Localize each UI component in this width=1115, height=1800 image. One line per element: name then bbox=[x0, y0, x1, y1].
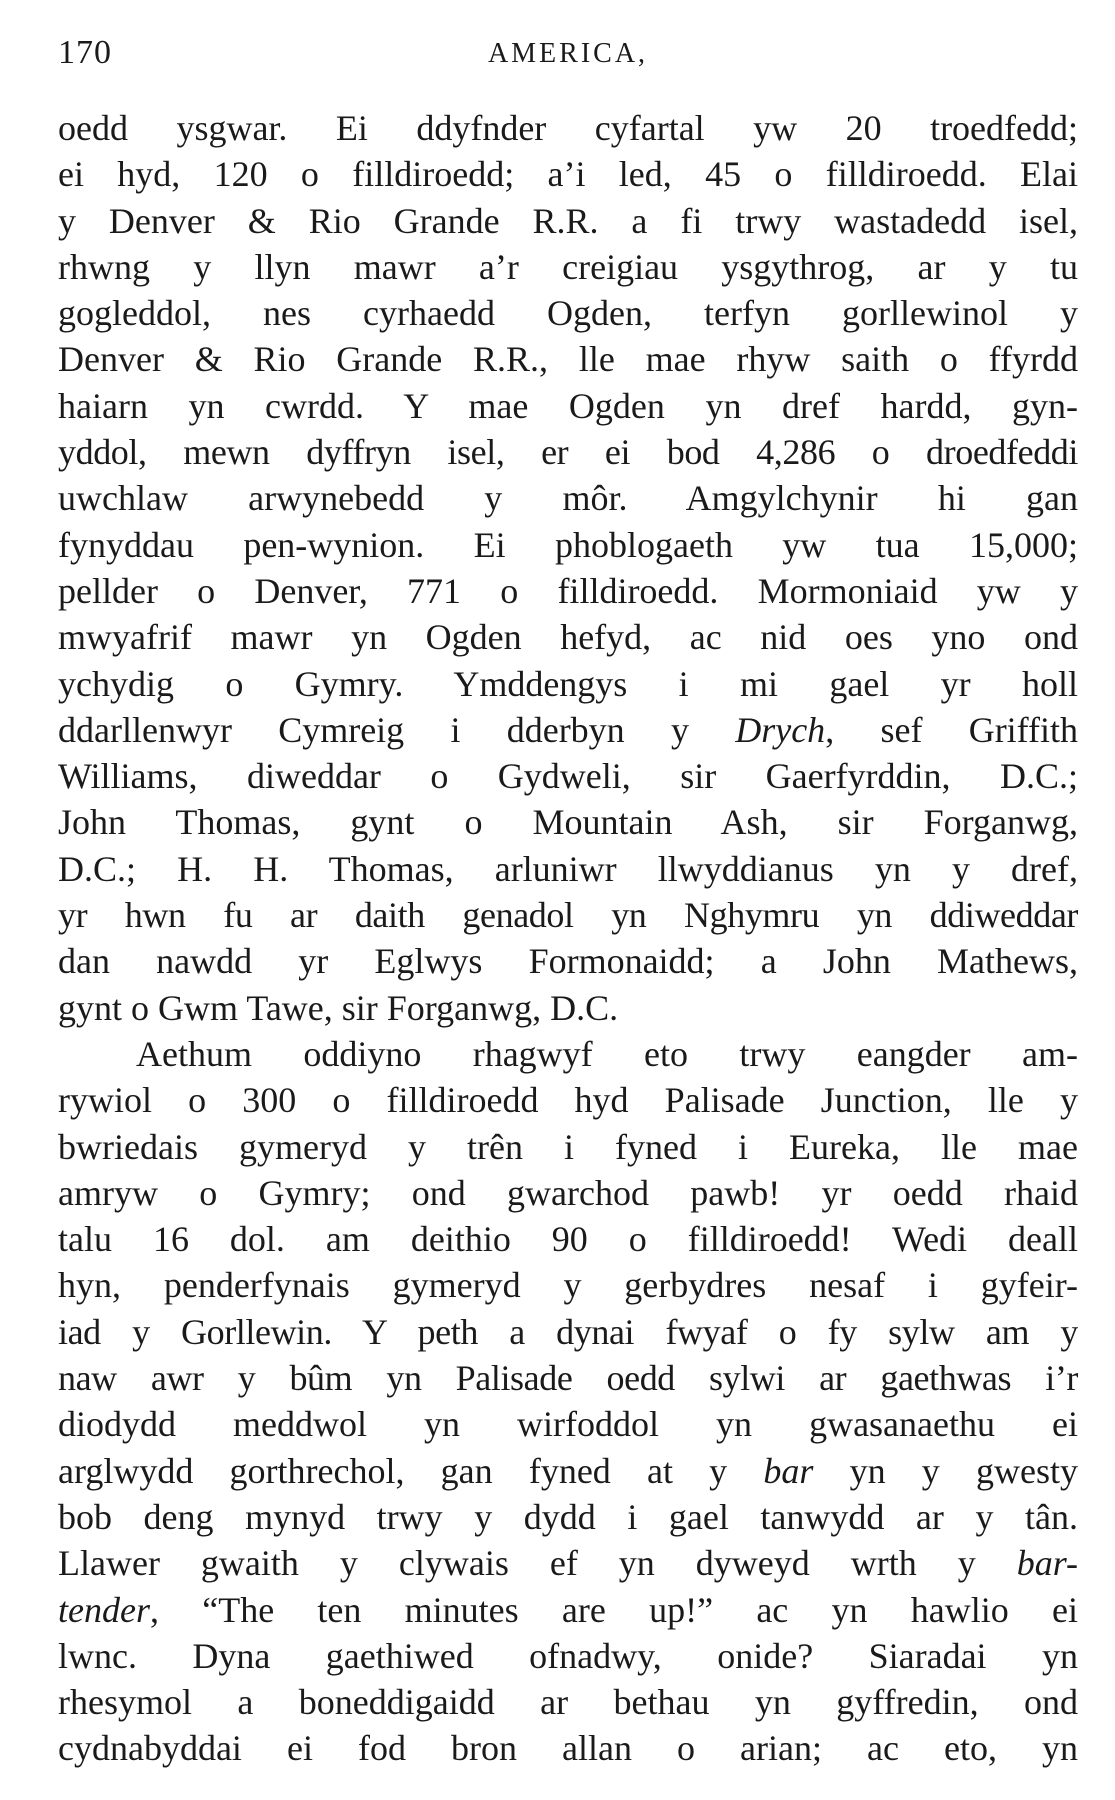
text-line: talu 16 dol. am deithio 90 o filldiroedd! Wedi deall bbox=[58, 1219, 1078, 1260]
text-line: rhesymol a boneddigaidd ar bethau yn gyffredin, ond bbox=[58, 1682, 1078, 1723]
text-line: cydnabyddai ei fod bron allan o arian; ac eto, yn bbox=[58, 1728, 1078, 1769]
text-line: naw awr y bûm yn Palisade oedd sylwi ar gaethwas i’r bbox=[58, 1358, 1078, 1399]
running-head: AMERICA, bbox=[487, 38, 649, 69]
text-line: arglwydd gorthrechol, gan fyned at y bar yn y gwesty bbox=[58, 1450, 1078, 1491]
text-line: bwriedais gymeryd y trên i fyned i Eureka, lle mae bbox=[58, 1126, 1078, 1167]
text-line: D.C.; H. H. Thomas, arluniwr llwyddianus yn y dref, bbox=[58, 848, 1078, 889]
text-line: amryw o Gymry; ond gwarchod pawb! yr oedd rhaid bbox=[58, 1172, 1078, 1213]
text-line: iad y Gorllewin. Y peth a dynai fwyaf o fy sylw am y bbox=[58, 1311, 1078, 1352]
text-line: ei hyd, 120 o filldiroedd; a’i led, 45 o filldiroedd. Elai bbox=[58, 154, 1078, 195]
page-number: 170 bbox=[58, 34, 112, 71]
text-line: hyn, penderfynais gymeryd y gerbydres nesaf i gyfeir- bbox=[58, 1265, 1078, 1306]
italic-word-tender: tender bbox=[58, 1589, 150, 1630]
text-line: gynt o Gwm Tawe, sir Forganwg, D.C. bbox=[58, 987, 619, 1028]
text-line: Denver & Rio Grande R.R., lle mae rhyw saith o ffyrdd bbox=[58, 339, 1078, 380]
text-line: bob deng mynyd trwy y dydd i gael tanwydd ar y tân. bbox=[58, 1496, 1078, 1537]
italic-word-bar: bar bbox=[763, 1450, 814, 1491]
text-line: haiarn yn cwrdd. Y mae Ogden yn dref hardd, gyn- bbox=[58, 385, 1078, 426]
text-line: oedd ysgwar. Ei ddyfnder cyfartal yw 20 troedfedd; bbox=[58, 108, 1078, 148]
italic-word-bar: bar- bbox=[1016, 1543, 1078, 1584]
text-line: ychydig o Gymry. Ymddengys i mi gael yr holl bbox=[58, 663, 1078, 704]
paragraph-start-line: Aethum oddiyno rhagwyf eto trwy eangder am- bbox=[136, 1033, 1078, 1074]
text-line: gogleddol, nes cyrhaedd Ogden, terfyn gorllewinol y bbox=[58, 293, 1078, 334]
text-line: rhwng y llyn mawr a’r creigiau ysgythrog, ar y tu bbox=[58, 246, 1078, 287]
text-line: pellder o Denver, 771 o filldiroedd. Mormoniaid yw y bbox=[58, 570, 1078, 611]
italic-title-drych: Drych bbox=[735, 709, 826, 750]
text-line: tender, “The ten minutes are up!” ac yn hawlio ei bbox=[58, 1589, 1078, 1630]
text-line: yddol, mewn dyffryn isel, er ei bod 4,286 o droedfeddi bbox=[58, 432, 1078, 473]
text-line: diodydd meddwol yn wirfoddol yn gwasanaethu ei bbox=[58, 1404, 1078, 1445]
page-header bbox=[58, 34, 1078, 84]
text-line: ddarllenwyr Cymreig i dderbyn y Drych, sef Griffith bbox=[58, 709, 1078, 750]
text-line: lwnc. Dyna gaethiwed ofnadwy, onide? Siaradai yn bbox=[58, 1635, 1078, 1676]
text-line: uwchlaw arwynebedd y môr. Amgylchynir hi gan bbox=[58, 478, 1078, 519]
text-line: y Denver & Rio Grande R.R. a fi trwy wastadedd isel, bbox=[58, 200, 1078, 241]
text-line: Llawer gwaith y clywais ef yn dyweyd wrth y bar- bbox=[58, 1543, 1078, 1584]
text-line: dan nawdd yr Eglwys Formonaidd; a John Mathews, bbox=[58, 941, 1078, 982]
body-text bbox=[58, 105, 1078, 1772]
text-line: yr hwn fu ar daith genadol yn Nghymru yn ddiweddar bbox=[58, 895, 1078, 936]
text-line: John Thomas, gynt o Mountain Ash, sir Forganwg, bbox=[58, 802, 1078, 843]
text-line: Williams, diweddar o Gydweli, sir Gaerfyrddin, D.C.; bbox=[58, 756, 1078, 797]
text-line: fynyddau pen-wynion. Ei phoblogaeth yw tua 15,000; bbox=[58, 524, 1078, 565]
text-line: mwyafrif mawr yn Ogden hefyd, ac nid oes yno ond bbox=[58, 617, 1078, 658]
text-line: rywiol o 300 o filldiroedd hyd Palisade Junction, lle y bbox=[58, 1080, 1078, 1121]
